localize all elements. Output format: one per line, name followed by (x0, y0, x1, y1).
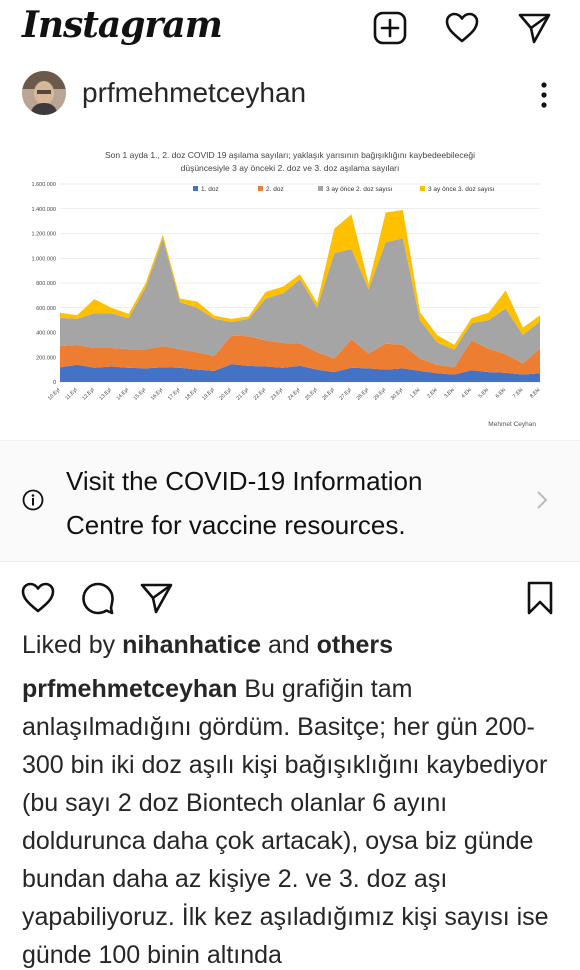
chart-x-labels (47, 387, 541, 401)
instagram-logo[interactable]: Instagram (22, 4, 222, 46)
direct-message-icon[interactable] (516, 10, 552, 46)
y-tick-label: 1.600.000 (31, 182, 56, 188)
info-icon (22, 489, 44, 511)
legend-swatch (258, 186, 263, 191)
post-image-chart[interactable] (0, 134, 580, 438)
x-tick-label: 16.Eyl (149, 387, 165, 402)
x-tick-label: 12.Eyl (81, 387, 96, 402)
x-tick-label: 25.Eyl (304, 387, 319, 402)
x-tick-label: 6.Eki (494, 387, 508, 400)
y-tick-label: 1.000.000 (31, 256, 56, 263)
x-tick-label: 30.Eyl (389, 387, 405, 402)
x-tick-label: 19.Eyl (201, 387, 216, 402)
covid-info-banner[interactable] (0, 440, 580, 562)
new-post-icon[interactable] (372, 10, 408, 46)
covid-info-text: Visit the COVID-19 Information Centre for vaccine resources. (66, 466, 423, 540)
like-icon[interactable] (20, 580, 56, 616)
x-tick-label: 24.Eyl (286, 387, 302, 402)
chart-watermark: Mehmet Ceyhan (488, 421, 536, 428)
legend-label: 2. doz (266, 186, 284, 193)
area-chart (0, 134, 580, 438)
x-tick-label: 18.Eyl (184, 387, 199, 402)
caption-text: Bu grafiğin tam anlaşılmadığını gördüm. Basitçe; her gün 200-300 bin iki doz aşılı kişi bağışıklığını kaybediyor (bu sayı 2 doz Biontech olanlar 6 ayını doldurunca daha çok artacak), oysa biz günde bundan daha az kişiye 2. ve 3. doz aşı yapabiliyoruz. İlk kez aşıladığımız kişi sayısı ise günde 100 binin altında (22, 675, 549, 969)
x-tick-label: 1.Eki (409, 387, 422, 400)
x-tick-label: 22.Eyl (252, 387, 268, 402)
y-tick-label: 800.000 (36, 281, 56, 287)
chart-subtitle: düşüncesiyle 3 ay önceki 2. doz ve 3. doz aşılama sayıları (180, 163, 400, 173)
y-tick-label: 200.000 (36, 355, 56, 362)
heart-icon[interactable] (444, 10, 480, 46)
x-tick-label: 14.Eyl (115, 387, 130, 402)
y-tick-label: 400.000 (36, 330, 56, 337)
more-vertical-icon[interactable] (532, 80, 556, 110)
chart-areas (60, 210, 540, 382)
x-tick-label: 17.Eyl (166, 387, 182, 402)
x-tick-label: 26.Eyl (321, 387, 336, 402)
likes-others-link[interactable]: others (316, 631, 394, 659)
share-icon[interactable] (138, 580, 174, 616)
top-bar (0, 0, 580, 58)
legend-label: 3 ay önce 3. doz sayısı (428, 186, 495, 193)
post-header (0, 68, 580, 124)
legend-swatch (420, 186, 425, 191)
liker-username[interactable]: nihanhatice (122, 631, 261, 659)
x-tick-label: 28.Eyl (355, 387, 370, 402)
likes-prefix: Liked by (22, 631, 116, 659)
chart-title: Son 1 ayda 1., 2. doz COVID 19 aşılama sayıları; yaklaşık yarısının bağışıklığını kaybedeebileceği (105, 150, 475, 160)
caption-username[interactable]: prfmehmetceyhan (22, 675, 238, 703)
post-actions (0, 576, 580, 620)
chart-legend (193, 186, 495, 193)
x-tick-label: 8.Eki (529, 387, 542, 400)
y-tick-label: 600.000 (36, 305, 56, 312)
save-icon[interactable] (522, 580, 558, 616)
x-tick-label: 21.Eyl (235, 387, 250, 402)
x-tick-label: 11.Eyl (64, 387, 79, 402)
y-tick-label: 0 (52, 380, 56, 386)
x-tick-label: 20.Eyl (218, 387, 233, 402)
legend-swatch (318, 186, 323, 191)
x-tick-label: 15.Eyl (132, 387, 148, 402)
x-tick-label: 2.Eki (426, 387, 439, 400)
chevron-right-icon (534, 489, 550, 511)
likes-conjunction: and (267, 631, 310, 659)
legend-label: 1. doz (201, 186, 219, 193)
x-tick-label: 27.Eyl (338, 387, 353, 402)
x-tick-label: 23.Eyl (269, 387, 285, 402)
y-tick-label: 1.400.000 (31, 206, 56, 213)
y-tick-label: 1.200.000 (31, 231, 56, 238)
legend-swatch (193, 186, 198, 191)
x-tick-label: 10.Eyl (46, 387, 62, 402)
avatar[interactable] (22, 71, 66, 115)
legend-label: 3 ay önce 2. doz sayısı (326, 186, 393, 193)
x-tick-label: 7.Eki (511, 387, 525, 400)
likes-line (22, 631, 393, 660)
x-tick-label: 4.Eki (460, 387, 473, 400)
post-caption (22, 670, 567, 970)
post-username[interactable]: prfmehmetceyhan (82, 77, 307, 108)
x-tick-label: 3.Eki (443, 387, 456, 400)
x-tick-label: 5.Eki (477, 387, 490, 400)
comment-icon[interactable] (80, 580, 116, 616)
x-tick-label: 13.Eyl (98, 387, 113, 402)
x-tick-label: 29.Eyl (372, 387, 388, 402)
